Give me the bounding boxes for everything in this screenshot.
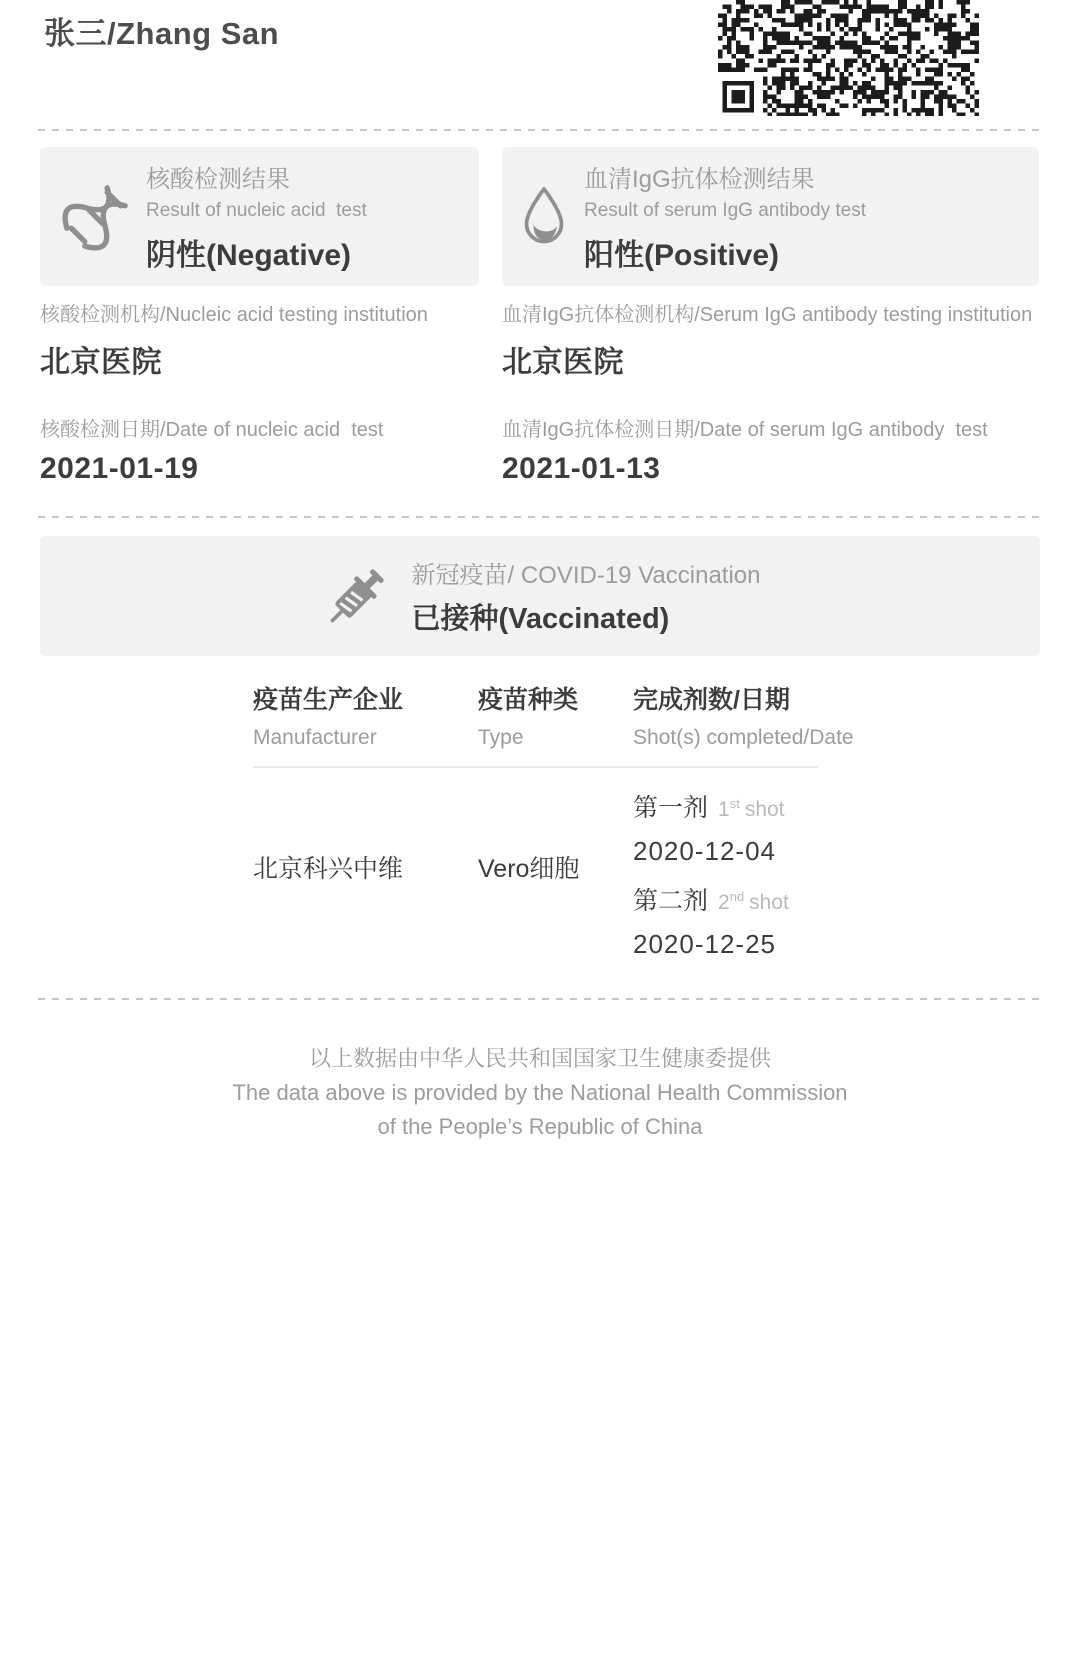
nucleic-details [40,286,479,486]
manufacturer-cell: 北京科兴中维 [253,855,404,883]
type-cell: Vero细胞 [478,855,580,883]
table-row [253,774,1040,960]
footer-line-en1: The data above is provided by the National Health Commission [232,1080,848,1105]
vaccination-table-header [253,680,1040,750]
vaccination-banner-text [412,555,761,637]
dashed-divider [38,129,1042,131]
vaccination-banner [40,536,1040,656]
first-shot-label: 第一剂 1st shot [633,794,785,822]
header [0,0,1080,116]
vaccination-status: 已接种(Vaccinated) [411,603,670,635]
serum-card-text [584,159,866,274]
qr-code [718,0,980,116]
table-header-rule [253,766,818,768]
nucleic-acid-result-card [40,147,479,286]
dashed-divider [38,516,1042,518]
serum-result-card [502,147,1039,286]
nucleic-subtitle: Result of nucleic acid test [146,200,367,221]
serum-date-label: 血清IgG抗体检测日期/Date of serum IgG antibody test [502,419,988,441]
nucleic-result: 阴性(Negative) [146,239,352,272]
column-header-manufacturer: 疫苗生产企业 Manufacturer [253,686,404,749]
drop-icon [516,181,572,253]
serum-subtitle: Result of serum IgG antibody test [584,200,866,221]
second-shot-label: 第二剂 2nd shot [633,887,789,915]
vaccination-title: 新冠疫苗/ COVID-19 Vaccination [411,562,761,589]
nucleic-institution-label: 核酸检测机构/Nucleic acid testing institution [40,304,428,326]
nucleic-date-value: 2021-01-19 [40,452,199,485]
column-header-shots: 完成剂数/日期 Shot(s) completed/Date [633,686,854,749]
serum-institution-label: 血清IgG抗体检测机构/Serum IgG antibody testing institution [502,304,1033,326]
footer-line-en2: of the People’s Republic of China [377,1114,703,1139]
second-shot-date: 2020-12-25 [633,929,776,959]
shots-cell [633,774,1040,960]
first-shot-date: 2020-12-04 [633,836,776,866]
serum-title: 血清IgG抗体检测结果 [584,166,815,193]
test-result-cards [40,147,1040,286]
person-name: 张三/Zhang San [44,16,280,51]
nucleic-date-label: 核酸检测日期/Date of nucleic acid test [40,419,384,441]
vaccination-table [253,680,1040,960]
dashed-divider [38,998,1042,1000]
nucleic-card-text [146,159,367,274]
footer-disclaimer [0,1042,1080,1144]
syringe-icon [320,556,394,636]
column-header-type: 疫苗种类 Type [478,686,579,749]
test-details [40,286,1040,486]
nucleic-institution-value: 北京医院 [40,346,162,379]
nucleic-title: 核酸检测结果 [146,166,290,193]
footer-line-zh: 以上数据由中华人民共和国国家卫生健康委提供 [308,1046,771,1071]
serum-institution-value: 北京医院 [502,346,624,379]
serum-result: 阳性(Positive) [584,239,780,272]
serum-date-value: 2021-01-13 [502,452,661,485]
dna-icon [58,179,134,255]
serum-details [502,286,1039,486]
